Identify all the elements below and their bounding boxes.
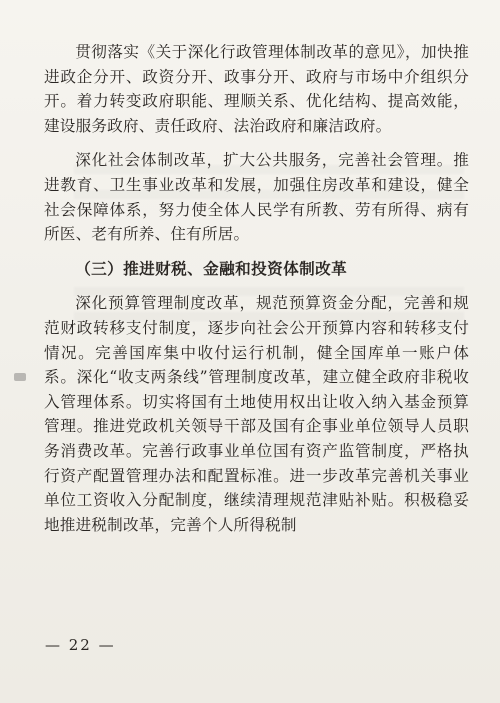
page-number: — 22 — — [45, 636, 116, 654]
paragraph-gap — [44, 247, 469, 257]
scan-mark — [14, 373, 26, 381]
paragraph-admin-reform: 贯彻落实《关于深化行政管理体制改革的意见》，加快推进政企分开、政资分开、政事分开、政府与市场中介组织分开。着力转变政府职能、理顺关系、优化结构、提高效能，建设服务政府、责任政府、法治政府和廉洁政府。 — [44, 43, 469, 135]
document-body — [44, 40, 469, 537]
paragraph-social-reform: 深化社会体制改革，扩大公共服务，完善社会管理。推进教育、卫生事业改革和发展，加强住房改革和建设，健全社会保障体系，努力使全体人民学有所教、劳有所得、病有所医、老有所养、住有所居。 — [44, 151, 469, 244]
paragraph-gap — [44, 138, 469, 148]
paragraph-budget-reform: 深化预算管理制度改革，规范预算资金分配，完善和规范财政转移支付制度，逐步向社会公开预算内容和转移支付情况。完善国库集中收付运行机制，健全国库单一账户体系。深化“收支两条线”管理制度改革，建立健全政府非税收入管理体系。切实将国有土地使用权出让收入纳入基金预算管理。推进党政机关领导干部及国有企事业单位领导人员职务消费改革。完善行政事业单位国有资产监管制度，严格执行资产配置管理办法和配置标准。进一步改革完善机关事业单位工资收入分配制度，继续清理规范津贴补贴。积极稳妥地推进税制改革，完善个人所得税制 — [44, 294, 469, 534]
section-heading: （三）推进财税、金融和投资体制改革 — [75, 258, 348, 278]
paragraph-gap — [44, 281, 469, 291]
